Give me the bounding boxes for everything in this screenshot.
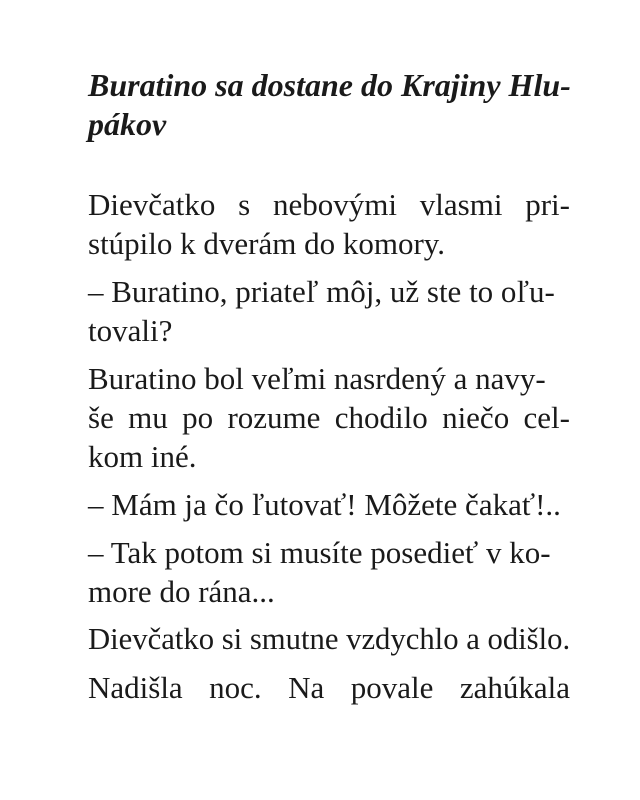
text-line: Buratino bol veľmi nasrdený a navy- [88, 361, 546, 396]
text-line: tovali? [88, 313, 173, 348]
paragraph [88, 668, 570, 707]
word: chodilo [334, 400, 428, 435]
word: mu [128, 400, 168, 435]
chapter-body [88, 185, 570, 707]
word: še [88, 400, 114, 435]
paragraph [88, 359, 570, 476]
book-page [88, 62, 570, 707]
text-line [88, 398, 570, 437]
word: Nadišla [88, 670, 183, 705]
word: zahúkala [459, 670, 570, 705]
text-line: – Tak potom si musíte posedieť v ko- [88, 535, 551, 570]
word: po [182, 400, 214, 435]
word: s [238, 187, 251, 222]
text-line: Dievčatko si smutne vzdychlo a odišlo. [88, 622, 571, 656]
paragraph [88, 272, 570, 350]
paragraph [88, 485, 570, 524]
word: vlasmi [419, 187, 503, 222]
text-line: stúpilo k dverám do komory. [88, 226, 446, 261]
word: niečo [442, 400, 510, 435]
text-line [88, 668, 570, 707]
text-line [88, 185, 570, 224]
word: nebovými [273, 187, 397, 222]
word: rozume [227, 400, 321, 435]
paragraph [88, 620, 570, 659]
word: Dievčatko [88, 187, 216, 222]
word: povale [350, 670, 434, 705]
text-line: kom iné. [88, 439, 197, 474]
chapter-title-line: pákov [88, 106, 167, 142]
chapter-title-line: Buratino sa dostane do Krajiny Hlu- [88, 67, 571, 103]
word: Na [288, 670, 325, 705]
word: cel- [523, 400, 570, 435]
chapter-title [88, 62, 570, 140]
text-line: – Buratino, priateľ môj, už ste to oľu- [88, 274, 555, 309]
word: pri- [525, 187, 570, 222]
paragraph [88, 185, 570, 263]
paragraph [88, 533, 570, 611]
text-line: – Mám ja čo ľutovať! Môžete čakať!.. [88, 487, 561, 522]
word: noc. [209, 670, 262, 705]
text-line: more do rána... [88, 574, 275, 609]
